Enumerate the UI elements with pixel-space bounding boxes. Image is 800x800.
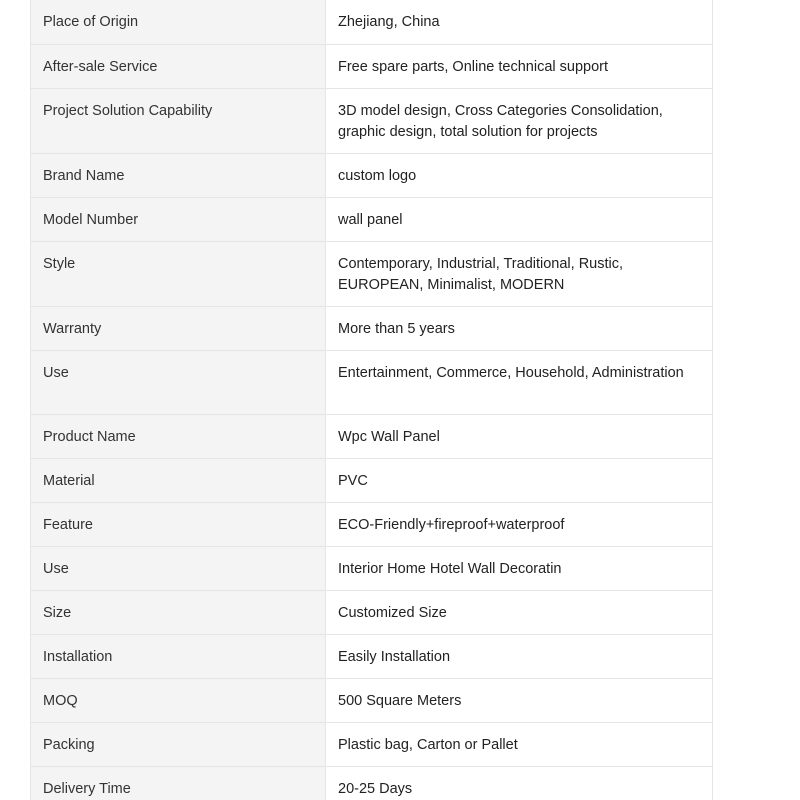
- spec-row: [31, 88, 713, 153]
- spec-value: Customized Size: [326, 590, 713, 634]
- spec-value: PVC: [326, 458, 713, 502]
- spec-value: Interior Home Hotel Wall Decoratin: [326, 546, 713, 590]
- spec-row: [31, 722, 713, 766]
- spec-key: Place of Origin: [31, 0, 326, 44]
- spec-row: [31, 766, 713, 800]
- spec-row: [31, 414, 713, 458]
- spec-key: Warranty: [31, 306, 326, 350]
- spec-value: Plastic bag, Carton or Pallet: [326, 722, 713, 766]
- spec-row: [31, 153, 713, 197]
- spec-value: Easily Installation: [326, 634, 713, 678]
- spec-key: Size: [31, 590, 326, 634]
- spec-row: [31, 678, 713, 722]
- spec-row: [31, 502, 713, 546]
- spec-value: Free spare parts, Online technical support: [326, 44, 713, 88]
- spec-key: Packing: [31, 722, 326, 766]
- spec-value: Entertainment, Commerce, Household, Administration: [326, 350, 713, 414]
- spec-value: Contemporary, Industrial, Traditional, Rustic, EUROPEAN, Minimalist, MODERN: [326, 241, 713, 306]
- spec-row: [31, 350, 713, 414]
- spec-value: Zhejiang, China: [326, 0, 713, 44]
- spec-key: After-sale Service: [31, 44, 326, 88]
- spec-row: [31, 44, 713, 88]
- spec-key: Feature: [31, 502, 326, 546]
- spec-key: Project Solution Capability: [31, 88, 326, 153]
- spec-key: Material: [31, 458, 326, 502]
- spec-row: [31, 0, 713, 44]
- spec-row: [31, 306, 713, 350]
- spec-key: Delivery Time: [31, 766, 326, 800]
- spec-value: 500 Square Meters: [326, 678, 713, 722]
- spec-key: Style: [31, 241, 326, 306]
- spec-value: 20-25 Days: [326, 766, 713, 800]
- spec-row: [31, 458, 713, 502]
- spec-key: Product Name: [31, 414, 326, 458]
- spec-key: Installation: [31, 634, 326, 678]
- spec-row: [31, 197, 713, 241]
- spec-key: Model Number: [31, 197, 326, 241]
- spec-row: [31, 590, 713, 634]
- spec-key: MOQ: [31, 678, 326, 722]
- spec-value: custom logo: [326, 153, 713, 197]
- spec-value: More than 5 years: [326, 306, 713, 350]
- spec-key: Use: [31, 546, 326, 590]
- spec-value: wall panel: [326, 197, 713, 241]
- spec-key: Brand Name: [31, 153, 326, 197]
- spec-key: Use: [31, 350, 326, 414]
- spec-row: [31, 546, 713, 590]
- spec-row: [31, 241, 713, 306]
- spec-value: 3D model design, Cross Categories Consolidation, graphic design, total solution for projects: [326, 88, 713, 153]
- product-specs-table: [30, 0, 713, 800]
- spec-value: Wpc Wall Panel: [326, 414, 713, 458]
- spec-row: [31, 634, 713, 678]
- spec-value: ECO-Friendly+fireproof+waterproof: [326, 502, 713, 546]
